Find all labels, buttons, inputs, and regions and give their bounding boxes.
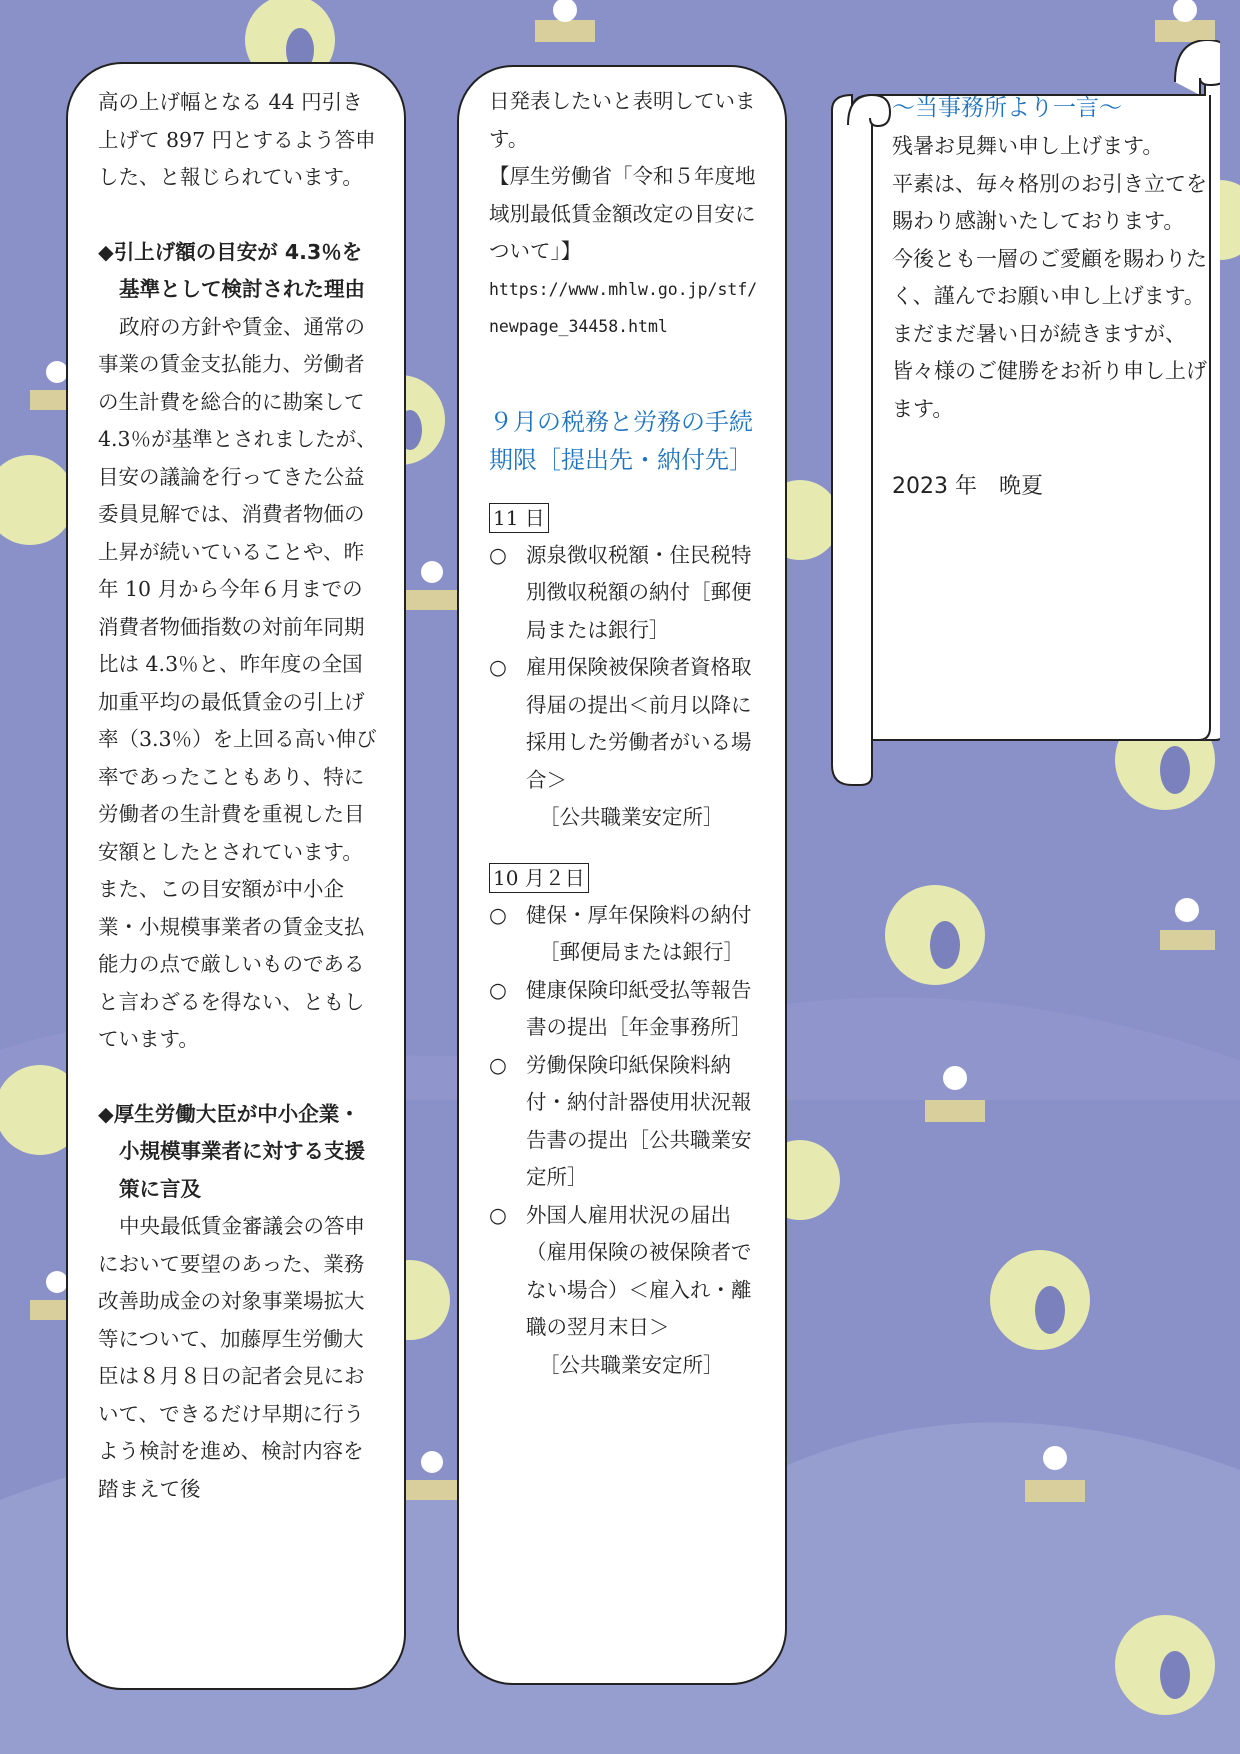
deadline-item: ○ 健保・厚年保険料の納付 [489, 902, 752, 927]
deadline-item: ○ 外国人雇用状況の届出（雇用保険の被保険者でない場合）＜雇入れ・離職の翌月末日＞ [489, 1202, 752, 1339]
column1-paragraph-1: 高の上げ幅となる 44 円引き上げて 897 円とするよう答申した、と報じられています。 [98, 90, 376, 189]
column1-heading-2: ◆厚生労働大臣が中小企業・小規模事業者に対する支援策に言及 [98, 1101, 365, 1201]
scroll-date: 2023 年 晩夏 [892, 474, 1043, 499]
scroll-paragraph: 残暑お見舞い申し上げます。 [892, 134, 1164, 158]
deadline-date-2: 10 月２日 [489, 863, 589, 893]
article-column-2 [457, 65, 787, 1685]
column2-paragraph-1: 日発表したいと表明しています。 [489, 89, 756, 151]
scroll-title: ～当事務所より一言～ [892, 95, 1122, 121]
office-message-scroll [830, 40, 1220, 790]
deadline-item: ○ 源泉徴収税額・住民税特別徴収税額の納付［郵便局または銀行］ [489, 542, 752, 642]
reference-title: 【厚生労働省「令和５年度地域別最低賃金額改定の目安について」】 [489, 164, 756, 263]
deadline-item-destination: ［公共職業安定所］ [539, 805, 724, 829]
deadline-item: ○ 健康保険印紙受払等報告書の提出［年金事務所］ [489, 977, 752, 1039]
deadline-item: ○ 労働保険印紙保険料納付・納付計器使用状況報告書の提出［公共職業安定所］ [489, 1052, 752, 1189]
reference-url[interactable]: https://www.mhlw.go.jp/stf/newpage_34458.html [489, 279, 758, 336]
deadline-item-destination: ［公共職業安定所］ [539, 1352, 724, 1377]
scroll-paragraph: まだまだ暑い日が続きますが、皆々様のご健勝をお祈り申し上げます。 [892, 321, 1207, 421]
article-column-1 [66, 62, 406, 1690]
scroll-paragraph: 平素は、毎々格別のお引き立てを賜わり感謝いたしております。 [892, 171, 1207, 233]
deadline-item-destination: ［郵便局または銀行］ [539, 940, 744, 964]
column1-paragraph-2: 政府の方針や賃金、通常の事業の賃金支払能力、労働者の生計費を総合的に勘案して 4.3％が基準とされましたが、目安の議論を行ってきた公益委員見解では、消費者物価の上昇が続いていることや、昨年 10 月から今年６月までの消費者物価指数の対前年同期比は 4.3％と、昨年度の全国加重平均の最低賃金の引上げ率（3.3％）を上回る高い伸び率であったこともあり、特に労働者の生計費を重視した目安額としたとされています。また、この目安額が中小企業・小規模事業者の賃金支払能力の点で厳しいものであると言わざるを得ない、ともしています。 [98, 314, 377, 1051]
column1-heading-1: ◆引上げ額の目安が 4.3％を基準として検討された理由 [98, 239, 365, 301]
deadline-heading: ９月の税務と労務の手続期限［提出先・納付先］ [489, 407, 753, 474]
deadline-item: ○ 雇用保険被保険者資格取得届の提出＜前月以降に採用した労働者がいる場合＞ [489, 655, 752, 792]
deadline-date-1: 11 日 [489, 503, 549, 533]
column1-paragraph-3: 中央最低賃金審議会の答申において要望のあった、業務改善助成金の対象事業場拡大等について、加藤厚生労働大臣は８月８日の記者会見において、できるだけ早期に行うよう検討を進め、検討内容を踏まえて後 [98, 1214, 365, 1501]
scroll-paragraph: 今後とも一層のご愛顧を賜わりたく、謹んでお願い申し上げます。 [892, 246, 1207, 308]
